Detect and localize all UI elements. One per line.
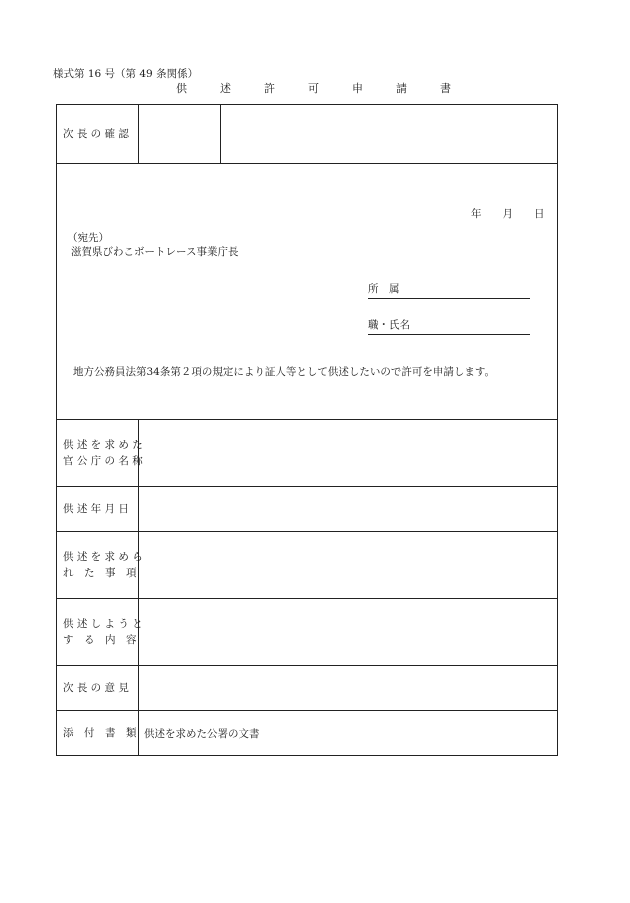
office-name-row [57,420,557,487]
opinion-label: 次 長 の 意 見 [57,666,139,710]
addressee-name: 滋賀県びわこボートレース事業庁長 [71,246,239,258]
application-statement: 地方公務員法第34条第２項の規定により証人等として供述したいので許可を申請します。 [73,366,496,378]
matters-row [57,532,557,599]
addressee-label: （宛先） [67,232,109,244]
name-field[interactable]: 職・氏名 [368,317,530,335]
attachments-row [57,711,557,755]
date-label: 供 述 年 月 日 [57,487,139,531]
office-name-label: 供 述 を 求 め た 官 公 庁 の 名 称 [57,420,139,486]
application-date[interactable]: 年 月 日 [471,208,545,220]
confirm-stamp-box[interactable] [139,105,221,163]
confirm-label: 次 長 の 確 認 [57,105,139,163]
matters-label: 供 述 を 求 め ら れ た 事 項 [57,532,139,598]
form-title: 供 述 許 可 申 請 書 [176,82,462,95]
content-row [57,599,557,666]
form-number: 様式第 16 号（第 49 条関係） [53,68,199,80]
opinion-row [57,666,557,711]
attachments-label: 添 付 書 類 [57,711,139,755]
affiliation-field[interactable]: 所 属 [368,281,530,299]
application-form [56,104,558,756]
attachments-value: 供述を求めた公署の文書 [144,727,260,740]
date-row [57,487,557,532]
application-body [57,164,557,420]
confirm-row [57,105,557,164]
content-label: 供 述 し よ う と す る 内 容 [57,599,139,665]
